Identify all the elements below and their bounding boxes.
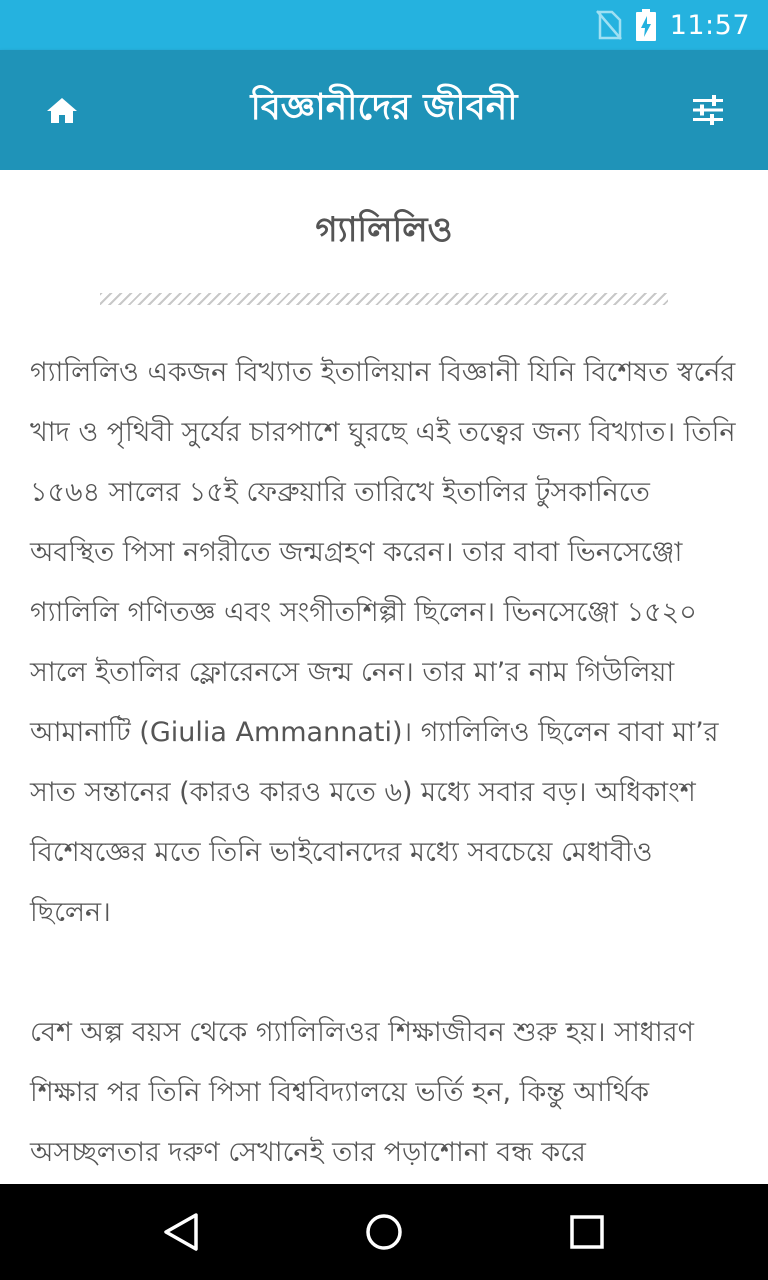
app-bar (0, 50, 768, 170)
no-sim-icon (596, 10, 622, 40)
article-paragraph: গ্যালিলিও একজন বিখ্যাত ইতালিয়ান বিজ্ঞানী যিনি বিশেষত স্বর্নের খাদ ও পৃথিবী সুর্যের চারপাশে ঘুরছে এই তত্বের জন্য বিখ্যাত। তিনি ১৫৬৪ সালের ১৫ই ফেব্রুয়ারি তারিখে ইতালির টুসকানিতে অবস্থিত পিসা নগরীতে জন্মগ্রহণ করেন। তার বাবা ভিনসেঞ্জো গ্যালিলি গণিতজ্ঞ এবং সংগীতশিল্পী ছিলেন। ভিনসেঞ্জো ১৫২০ সালে ইতালির ফ্লোরেনসে জন্ম নেন। তার মা’র নাম গিউলিয়া আমানাটি (Giulia Ammannati)। গ্যালিলিও ছিলেন বাবা মা’র সাত সন্তানের (কারও কারও মতে ৬) মধ্যে সবার বড়। অধিকাংশ বিশেষজ্ঞের মতে তিনি ভাইবোনদের মধ্যে সবচেয়ে মেধাবীও ছিলেন। (30, 357, 736, 928)
article-title: গ্যালিলিও (315, 210, 453, 250)
settings-sliders-icon[interactable] (688, 90, 728, 130)
back-icon[interactable] (151, 1202, 211, 1262)
recents-icon[interactable] (557, 1202, 617, 1262)
battery-charging-icon (636, 9, 656, 41)
app-title: বিজ্ঞানীদের জীবনী (250, 87, 518, 128)
title-divider (100, 293, 668, 305)
home-icon[interactable] (42, 90, 82, 130)
clock: 11:57 (669, 9, 750, 41)
article-paragraph: বেশ অল্প বয়স থেকে গ্যালিলিওর শিক্ষাজীবন শুরু হয়। সাধারণ শিক্ষার পর তিনি পিসা বিশ্ববিদ্যালয়ে ভর্তি হন, কিন্তু আর্থিক অসচ্ছলতার দরুণ সেখানেই তার পড়াশোনা বন্ধ করে (30, 1017, 694, 1168)
status-bar (0, 0, 768, 50)
home-circle-icon[interactable] (354, 1202, 414, 1262)
navigation-bar (0, 1184, 768, 1280)
article-content[interactable] (0, 170, 768, 1184)
